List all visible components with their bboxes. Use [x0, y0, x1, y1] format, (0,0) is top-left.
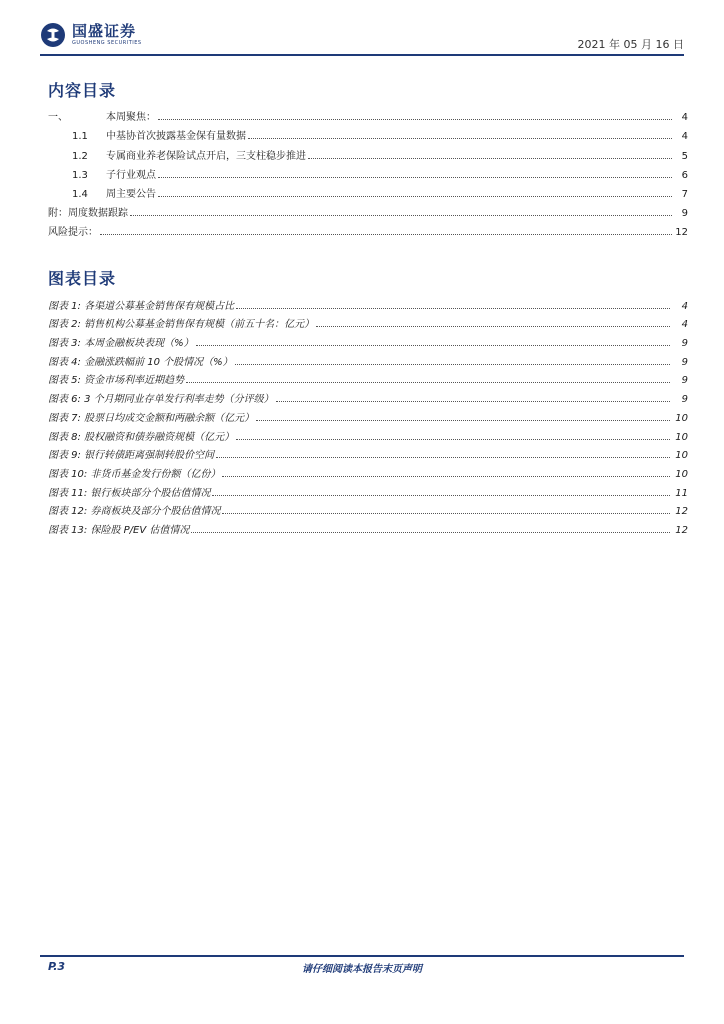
figure-entry-label: 图表 1: 各渠道公募基金销售保有规模占比 [48, 300, 235, 312]
footer-divider [40, 955, 684, 957]
figure-entry-page: 12 [675, 506, 688, 518]
toc-entry-label: 附：周度数据跟踪 [48, 208, 128, 220]
figure-entry-label: 图表 13: 保险股 P/EV 估值情况 [48, 524, 190, 536]
figure-entry-page: 12 [675, 524, 688, 536]
figure-entry-label: 图表 11: 银行板块部分个股估值情况 [48, 487, 211, 499]
toc-entry-page: 5 [681, 150, 688, 162]
dot-leader [216, 456, 670, 458]
dot-leader [236, 307, 670, 309]
toc-entry-page: 12 [675, 227, 688, 239]
figure-entry[interactable] [48, 349, 688, 368]
toc-entry-page: 9 [681, 208, 688, 220]
page-header [40, 20, 684, 54]
guosheng-logo-icon [40, 22, 66, 48]
logo-chinese-name: 国盛证券 [72, 22, 137, 40]
dot-leader [222, 475, 670, 477]
dot-leader [186, 381, 670, 383]
dot-leader [248, 137, 672, 139]
figure-entry[interactable] [48, 293, 688, 312]
dot-leader [100, 233, 672, 235]
dot-leader [222, 512, 670, 514]
dot-leader [276, 400, 670, 402]
toc-entry-page: 7 [681, 188, 688, 200]
figure-entry[interactable] [48, 386, 688, 405]
figure-entry[interactable] [48, 330, 688, 349]
figure-entry[interactable] [48, 368, 688, 387]
dot-leader [130, 214, 672, 216]
toc-entry-page: 4 [681, 131, 688, 143]
figure-entry-page: 9 [681, 356, 688, 368]
figure-entry[interactable] [48, 517, 688, 536]
figure-entry-page: 9 [681, 375, 688, 387]
figure-entry-label: 图表 7: 股票日均成交金额和两融余额（亿元） [48, 412, 255, 424]
toc-entry-number: 1.2 [72, 150, 88, 162]
toc-entry-number: 1.4 [72, 188, 88, 200]
figure-entry[interactable] [48, 312, 688, 331]
dot-leader [235, 363, 670, 365]
figures-list [48, 293, 688, 536]
figure-entry-label: 图表 10: 非货币基金发行份额（亿份） [48, 468, 221, 480]
figure-entry[interactable] [48, 424, 688, 443]
toc-entry[interactable] [48, 142, 688, 161]
toc-entry[interactable] [48, 181, 688, 200]
figure-entry[interactable] [48, 499, 688, 518]
figure-entry-page: 10 [675, 450, 688, 462]
dot-leader [212, 494, 670, 496]
dot-leader [158, 195, 672, 197]
toc-entry-number: 1.3 [72, 169, 88, 181]
disclaimer-note: 请仔细阅读本报告末页声明 [302, 964, 422, 975]
toc-entry-label: 本周聚焦： [106, 112, 156, 124]
figure-entry-page: 10 [675, 412, 688, 424]
figure-entry[interactable] [48, 461, 688, 480]
header-divider [40, 54, 684, 56]
figure-entry-label: 图表 4: 金融涨跌幅前 10 个股情况（%） [48, 356, 233, 368]
figure-entry[interactable] [48, 480, 688, 499]
figure-entry-page: 11 [675, 487, 688, 499]
figure-entry-page: 4 [681, 300, 688, 312]
figure-entry-label: 图表 8: 股权融资和债券融资规模（亿元） [48, 431, 235, 443]
toc-entry-label: 中基协首次披露基金保有量数据 [106, 131, 246, 143]
toc-entry[interactable] [48, 200, 688, 219]
dot-leader [256, 419, 670, 421]
toc-entry-label: 风险提示： [48, 227, 98, 239]
dot-leader [191, 531, 670, 533]
figure-entry-page: 10 [675, 431, 688, 443]
toc-entry[interactable] [48, 219, 688, 238]
logo-english-name: GUOSHENG SECURITIES [72, 40, 142, 46]
company-logo [40, 20, 142, 50]
toc-entry-label: 周主要公告 [106, 188, 156, 200]
toc-entry-label: 专属商业养老保险试点开启，三支柱稳步推进 [106, 150, 306, 162]
contents-list [48, 104, 688, 238]
toc-entry[interactable] [48, 104, 688, 123]
figure-entry[interactable] [48, 443, 688, 462]
report-date: 2021 年 05 月 16 日 [577, 38, 684, 51]
toc-entry[interactable] [48, 123, 688, 142]
figures-title: 图表目录 [48, 269, 117, 288]
figure-entry[interactable] [48, 405, 688, 424]
figure-entry-page: 4 [681, 319, 688, 331]
toc-entry[interactable] [48, 162, 688, 181]
figure-entry-label: 图表 12: 券商板块及部分个股估值情况 [48, 506, 221, 518]
figure-entry-label: 图表 9: 银行转债距离强制转股价空间 [48, 450, 215, 462]
figure-entry-page: 9 [681, 394, 688, 406]
figure-entry-label: 图表 6: 3 个月期同业存单发行利率走势（分评级） [48, 394, 274, 406]
toc-entry-number: 1.1 [72, 131, 88, 143]
toc-entry-page: 4 [681, 112, 688, 124]
figure-entry-label: 图表 2: 销售机构公募基金销售保有规模（前五十名：亿元） [48, 319, 315, 331]
dot-leader [196, 344, 670, 346]
figure-entry-label: 图表 5: 资金市场利率近期趋势 [48, 375, 185, 387]
page-number: P.3 [48, 960, 66, 973]
dot-leader [158, 118, 672, 120]
figure-entry-label: 图表 3: 本周金融板块表现（%） [48, 338, 194, 350]
toc-entry-page: 6 [681, 169, 688, 181]
toc-entry-label: 子行业观点 [106, 169, 156, 181]
dot-leader [158, 176, 672, 178]
dot-leader [308, 157, 672, 159]
dot-leader [316, 325, 670, 327]
toc-title: 内容目录 [48, 81, 117, 100]
dot-leader [236, 438, 670, 440]
figure-entry-page: 10 [675, 468, 688, 480]
toc-entry-number: 一、 [48, 112, 68, 124]
figure-entry-page: 9 [681, 338, 688, 350]
